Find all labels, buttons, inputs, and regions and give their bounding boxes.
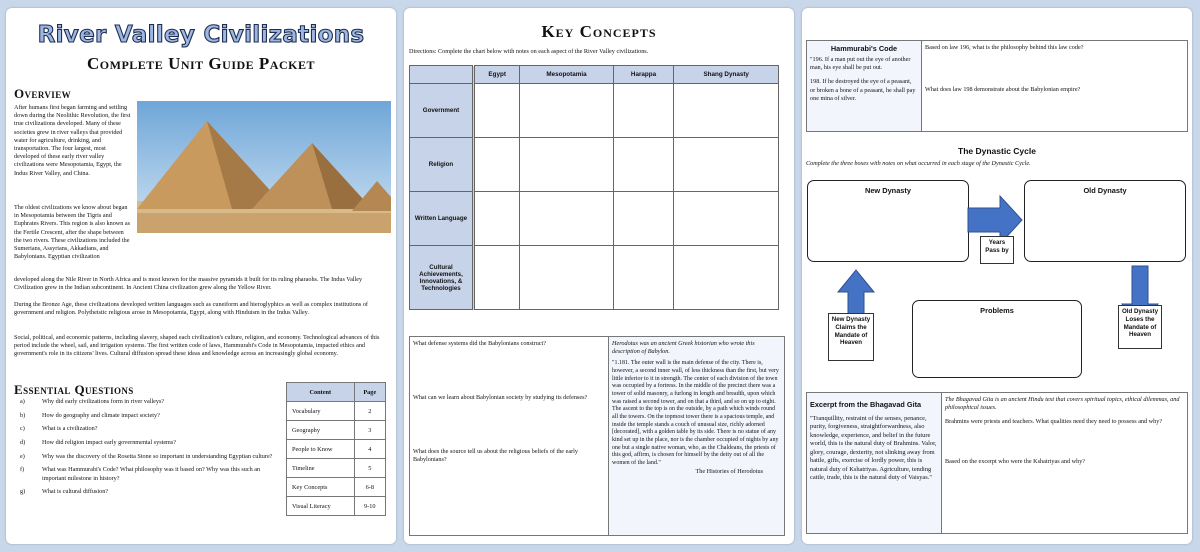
herodotus-question-2: What can we learn about Babylonian society by studying its defenses?: [413, 394, 588, 401]
herodotus-question-1: What defense systems did the Babylonians construct?: [413, 340, 546, 347]
herodotus-question-3: What does the source tell us about the religious beliefs of the early Babylonians?: [413, 448, 578, 464]
chart-cell[interactable]: [520, 138, 613, 192]
chart-col-egypt: Egypt: [474, 66, 520, 84]
key-concepts-directions: Directions: Complete the chart below with notes on each aspect of the River Valley civilizations.: [409, 48, 649, 55]
toc-content: Vocabulary: [287, 402, 355, 421]
claims-mandate-label: New Dynasty Claims the Mandate of Heaven: [828, 313, 874, 361]
old-dynasty-label: Old Dynasty: [1083, 186, 1127, 195]
essential-question-item: [14, 398, 284, 406]
gita-question-1: Brahmins were priests and teachers. What qualities need they need to possess and why?: [945, 418, 1163, 426]
chart-row-government: Government: [410, 84, 474, 138]
cycle-arrows: [802, 168, 1192, 408]
essential-question-item: [14, 488, 284, 496]
hammurabi-question-2: What does law 198 demonstrate about the Babylonian empire?: [925, 86, 1081, 93]
dynastic-cycle-title: The Dynastic Cycle: [958, 146, 1036, 156]
chart-cell[interactable]: [613, 138, 674, 192]
hammurabi-law-196: "196. If a man put out the eye of another man, his eye shall be put out.: [810, 56, 911, 72]
chart-cell[interactable]: [474, 246, 520, 310]
question-text: Why was the discovery of the Rosetta Stone so important in understanding Egyptian culture?: [42, 452, 273, 460]
question-letter: g): [20, 488, 26, 496]
gita-question-2: Based on the excerpt who were the Kshatriyas and why?: [945, 458, 1086, 466]
civilizations-chart: [409, 65, 779, 310]
toc-page: 2: [354, 402, 385, 421]
hammurabi-questions-cell: [922, 41, 1188, 132]
key-concepts-title: Key Concepts: [541, 22, 657, 41]
hammurabi-title: Hammurabi's Code: [830, 44, 898, 53]
chart-cell[interactable]: [474, 192, 520, 246]
essential-question-item: [14, 439, 284, 447]
toc-content: Geography: [287, 421, 355, 440]
unit-guide-cover-page: [6, 8, 396, 544]
packet-title: River Valley Civilizations: [37, 22, 365, 48]
overview-paragraph-1: After humans first began farming and settling down during the Neolithic Revolution, the first true civilizations developed. Many of these societies grew in river valleys that provided water for agriculture, drinking, and transportation. The four largest, most developed of these early river valley civilizations were Mesopotamia, Egypt, the Indus River Valley, and China.: [14, 104, 131, 177]
packet-subtitle: Complete Unit Guide Packet: [87, 54, 315, 73]
chart-cell[interactable]: [613, 192, 674, 246]
question-text: What is cultural diffusion?: [42, 488, 109, 496]
pyramids-photo: [137, 101, 391, 233]
question-letter: b): [20, 411, 26, 419]
chart-cell[interactable]: [674, 246, 779, 310]
chart-cell[interactable]: [613, 246, 674, 310]
overview-heading: Overview: [14, 86, 72, 101]
toc-page: 9-10: [354, 497, 385, 516]
question-text: How did religion impact early governmental systems?: [42, 439, 177, 447]
toc-content: Key Concepts: [287, 478, 355, 497]
toc-page: 5: [354, 459, 385, 478]
hammurabi-source-cell: [807, 41, 922, 132]
dynastic-cycle-directions: Complete the three boxes with notes on what occurred in each stage of the Dynastic Cycle.: [806, 160, 1031, 167]
essential-question-item: [14, 466, 284, 482]
chart-col-harappa: Harappa: [613, 66, 674, 84]
essential-question-item: [14, 453, 284, 461]
overview-paragraph-3: During the Bronze Age, these civilizations developed written languages such as cuneiform and hieroglyphics as well as complex institutions of government and religion. Polytheistic religious arose in Mesopotamia, Egypt, along with Hinduism in the Indus Valley.: [14, 301, 368, 317]
toc-page: 6-8: [354, 478, 385, 497]
overview-paragraph-2-cont: developed along the Nile River in North Africa and is most known for the massive pyramids it built for its ruling pharaohs. The Indus Valley Civilization grew in the Indian subcontinent. In Ancient China civilization grew along the Yellow River.: [14, 276, 363, 292]
gita-title: Excerpt from the Bhagavad Gita: [810, 400, 922, 409]
toc-row: [287, 478, 386, 497]
essential-question-item: [14, 425, 284, 433]
chart-row-written-language: Written Language: [410, 192, 474, 246]
chart-cell[interactable]: [520, 192, 613, 246]
toc-content: Visual Literacy: [287, 497, 355, 516]
overview-paragraph-2: The oldest civilizations we know about began in Mesopotamia between the Tigris and Euphrates Rivers. This region is also known as the Fertile Crescent, after the shape between the two rivers. These civilizations included the Sumerians, Assyrians, Akkadians, and Babylonians. Egyptian civilization: [14, 204, 131, 261]
key-concepts-page: [404, 8, 794, 544]
chart-cell[interactable]: [674, 138, 779, 192]
essential-question-item: [14, 412, 284, 420]
toc-page: 4: [354, 440, 385, 459]
chart-cell[interactable]: [674, 192, 779, 246]
toc-row: [287, 421, 386, 440]
question-letter: d): [20, 439, 26, 447]
toc-row: [287, 497, 386, 516]
problems-label: Problems: [980, 306, 1014, 315]
herodotus-table: [409, 336, 785, 536]
toc-row: [287, 440, 386, 459]
years-pass-label: Years Pass by: [980, 236, 1014, 264]
primary-sources-page: [802, 8, 1192, 544]
overview-paragraph-4: Social, political, and economic patterns, including slavery, shaped each civilization's culture, religion, and economy. Technological advances of this period include the wheel, sail, and irrigation systems. The first written code of laws, Hammurabi's Code in Mesopotamia, impacted ethics and government's role in its citizens' lives. Cultural diffusion spread these ideas and knowledge across an increasingly global economy.: [14, 334, 380, 358]
chart-corner-cell: [410, 66, 474, 84]
herodotus-source-cell: [609, 337, 785, 536]
herodotus-source-text: "1.181. The outer wall is the main defense of the city. There is, however, a second inner wall, of less thickness than the first, but very little inferior to it in strength. The center of each division of the town was occupied by a fortress. In the middle of the precinct there was a tower of solid masonry, a furlong in length and breadth, upon which was raised a second tower, and on that a third, and so on up to eight. The ascent to the top is on the outside, by a path which winds round all the towers. On the topmost tower there is a spacious temple, and inside the temple stands a couch of unusual size, richly adorned [decorated], with a golden table by its side. There is no statue of any kind set up in the place, nor is the chamber occupied of nights by any one but a single native woman, who, as the Chaldeans, the priests of this god, affirm, is chosen for himself by the deity out of all the women of the land.": [612, 360, 779, 467]
gita-intro: The Bhagavad Gita is an ancient Hindu text that covers spiritual topics, ethical dilemmas, and philosophical issues.: [945, 396, 1180, 412]
loses-mandate-label: Old Dynasty Loses the Mandate of Heaven: [1118, 305, 1162, 349]
chart-col-shang: Shang Dynasty: [674, 66, 779, 84]
hammurabi-law-198: 198. If he destroyed the eye of a peasant, or broken a bone of a peasant, he shall pay one mina of silver.: [810, 78, 916, 102]
essential-questions-list: [14, 398, 284, 502]
gita-excerpt: "Tranquillity, restraint of the senses, penance, purity, forgiveness, straightforwardness, also knowledge, experience, and belief in the future world, this is the natural duty of Brahmins. Valor, glory, courage, dexterity, not slinking away from battle, gifts, exercise of lordly power, this is natural duty of Kshatriyas. Agriculture, tending cattle, trade, this is the natural duty of Vaisyas.": [810, 415, 937, 482]
question-text: What is a civilization?: [42, 425, 98, 433]
toc-header-page: Page: [354, 383, 385, 402]
chart-cell[interactable]: [613, 84, 674, 138]
question-letter: c): [20, 425, 25, 433]
gita-source-cell: [807, 393, 942, 534]
question-letter: a): [20, 398, 25, 405]
question-letter: f): [20, 466, 25, 474]
chart-row-religion: Religion: [410, 138, 474, 192]
gita-table: [806, 392, 1188, 534]
toc-content: Timeline: [287, 459, 355, 478]
hammurabi-table: [806, 40, 1188, 132]
question-text: How do geography and climate impact society?: [42, 411, 160, 419]
toc-row: [287, 459, 386, 478]
question-text: What was Hammurabi's Code? What philosophy was it based on? Why was this such an important milestone in history?: [42, 466, 261, 482]
chart-cell[interactable]: [474, 84, 520, 138]
chart-cell[interactable]: [520, 246, 613, 310]
essential-questions-heading: Essential Questions: [14, 382, 134, 397]
chart-col-mesopotamia: Mesopotamia: [520, 66, 613, 84]
herodotus-citation: The Histories of Herodotus: [695, 467, 763, 475]
contents-table: [286, 382, 386, 516]
toc-header-content: Content: [287, 383, 355, 402]
toc-row: [287, 402, 386, 421]
herodotus-questions-cell: [410, 337, 609, 536]
hammurabi-question-1: Based on law 196, what is the philosophy behind this law code?: [925, 44, 1084, 51]
toc-page: 3: [354, 421, 385, 440]
gita-questions-cell: [942, 393, 1188, 534]
question-letter: e): [20, 452, 25, 460]
chart-cell[interactable]: [520, 84, 613, 138]
chart-cell[interactable]: [474, 138, 520, 192]
toc-content: People to Know: [287, 440, 355, 459]
chart-cell[interactable]: [674, 84, 779, 138]
question-text: Why did early civilizations form in river valleys?: [42, 398, 165, 405]
new-dynasty-label: New Dynasty: [864, 186, 911, 195]
chart-row-cultural-achievements: Cultural Achievements, Innovations, & Technologies: [410, 246, 474, 310]
herodotus-source-intro: Herodotus was an ancient Greek historian who wrote this description of Babylon.: [612, 340, 755, 356]
